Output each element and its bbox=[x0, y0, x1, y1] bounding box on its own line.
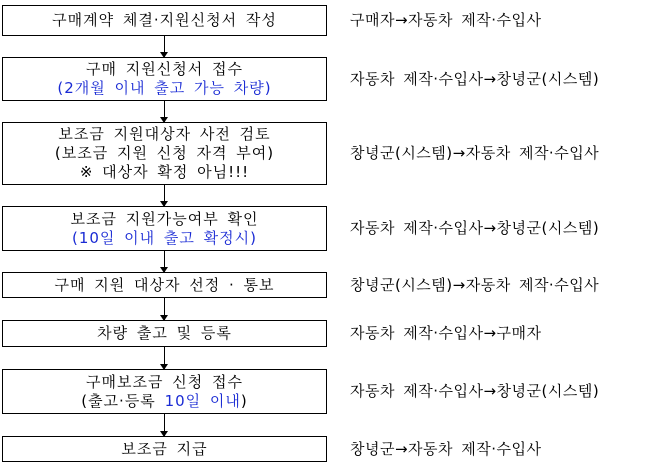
step-6-line-1: 차량 출고 및 등록 bbox=[97, 324, 232, 342]
step-3-line-2: (보조금 지원 신청 자격 부여) bbox=[54, 144, 275, 162]
flow-step-4 bbox=[2, 206, 327, 251]
flow-step-6 bbox=[2, 320, 327, 347]
flow-arrow-6 bbox=[164, 347, 165, 369]
step-8-line-1: 보조금 지급 bbox=[121, 439, 208, 458]
step-1-line-1: 구매계약 체결·지원신청서 작성 bbox=[52, 11, 277, 29]
step-5-line-1: 구매 지원 대상자 선정 · 통보 bbox=[54, 275, 275, 294]
step-4-line-1: 보조금 지원가능여부 확인 bbox=[70, 209, 259, 228]
flow-step-5 bbox=[2, 272, 327, 298]
flow-step-8 bbox=[2, 436, 327, 462]
step-2-line-1: 구매 지원신청서 접수 bbox=[86, 60, 243, 78]
flow-arrow-4 bbox=[164, 251, 165, 272]
flow-step-2 bbox=[2, 57, 327, 101]
actor-step-4: 자동차 제작·수입사→창녕군(시스템) bbox=[350, 219, 600, 237]
step-4-line-2: (10일 이내 출고 확정시) bbox=[71, 228, 258, 247]
step-2-line-2: (2개월 이내 출고 가능 차량) bbox=[57, 79, 272, 97]
actor-step-5: 창녕군(시스템)→자동차 제작·수입사 bbox=[350, 276, 600, 294]
step-7-deadline: 10일 이내 bbox=[164, 391, 241, 410]
flow-arrow-2 bbox=[164, 101, 165, 122]
flow-arrow-3 bbox=[164, 185, 165, 206]
actor-step-6: 자동차 제작·수입사→구매자 bbox=[350, 324, 542, 342]
flow-step-1 bbox=[2, 5, 327, 36]
step-3-line-1: 보조금 지원대상자 사전 검토 bbox=[58, 125, 271, 143]
flow-arrow-7 bbox=[164, 414, 165, 436]
flow-arrow-5 bbox=[164, 298, 165, 320]
flow-arrow-1 bbox=[164, 36, 165, 57]
step-7-line-1: 구매보조금 신청 접수 bbox=[86, 372, 243, 391]
actor-step-2: 자동차 제작·수입사→창녕군(시스템) bbox=[350, 70, 600, 88]
actor-step-1: 구매자→자동차 제작·수입사 bbox=[350, 11, 542, 29]
step-7-line-2: (출고·등록 10일 이내) bbox=[81, 391, 248, 410]
actor-step-8: 창녕군→자동차 제작·수입사 bbox=[350, 440, 542, 458]
flow-step-3 bbox=[2, 122, 327, 185]
flow-step-7 bbox=[2, 369, 327, 414]
actor-step-3: 창녕군(시스템)→자동차 제작·수입사 bbox=[350, 144, 600, 162]
step-3-line-3: ※ 대상자 확정 아님!!! bbox=[79, 163, 250, 181]
actor-step-7: 자동차 제작·수입사→창녕군(시스템) bbox=[350, 382, 600, 400]
